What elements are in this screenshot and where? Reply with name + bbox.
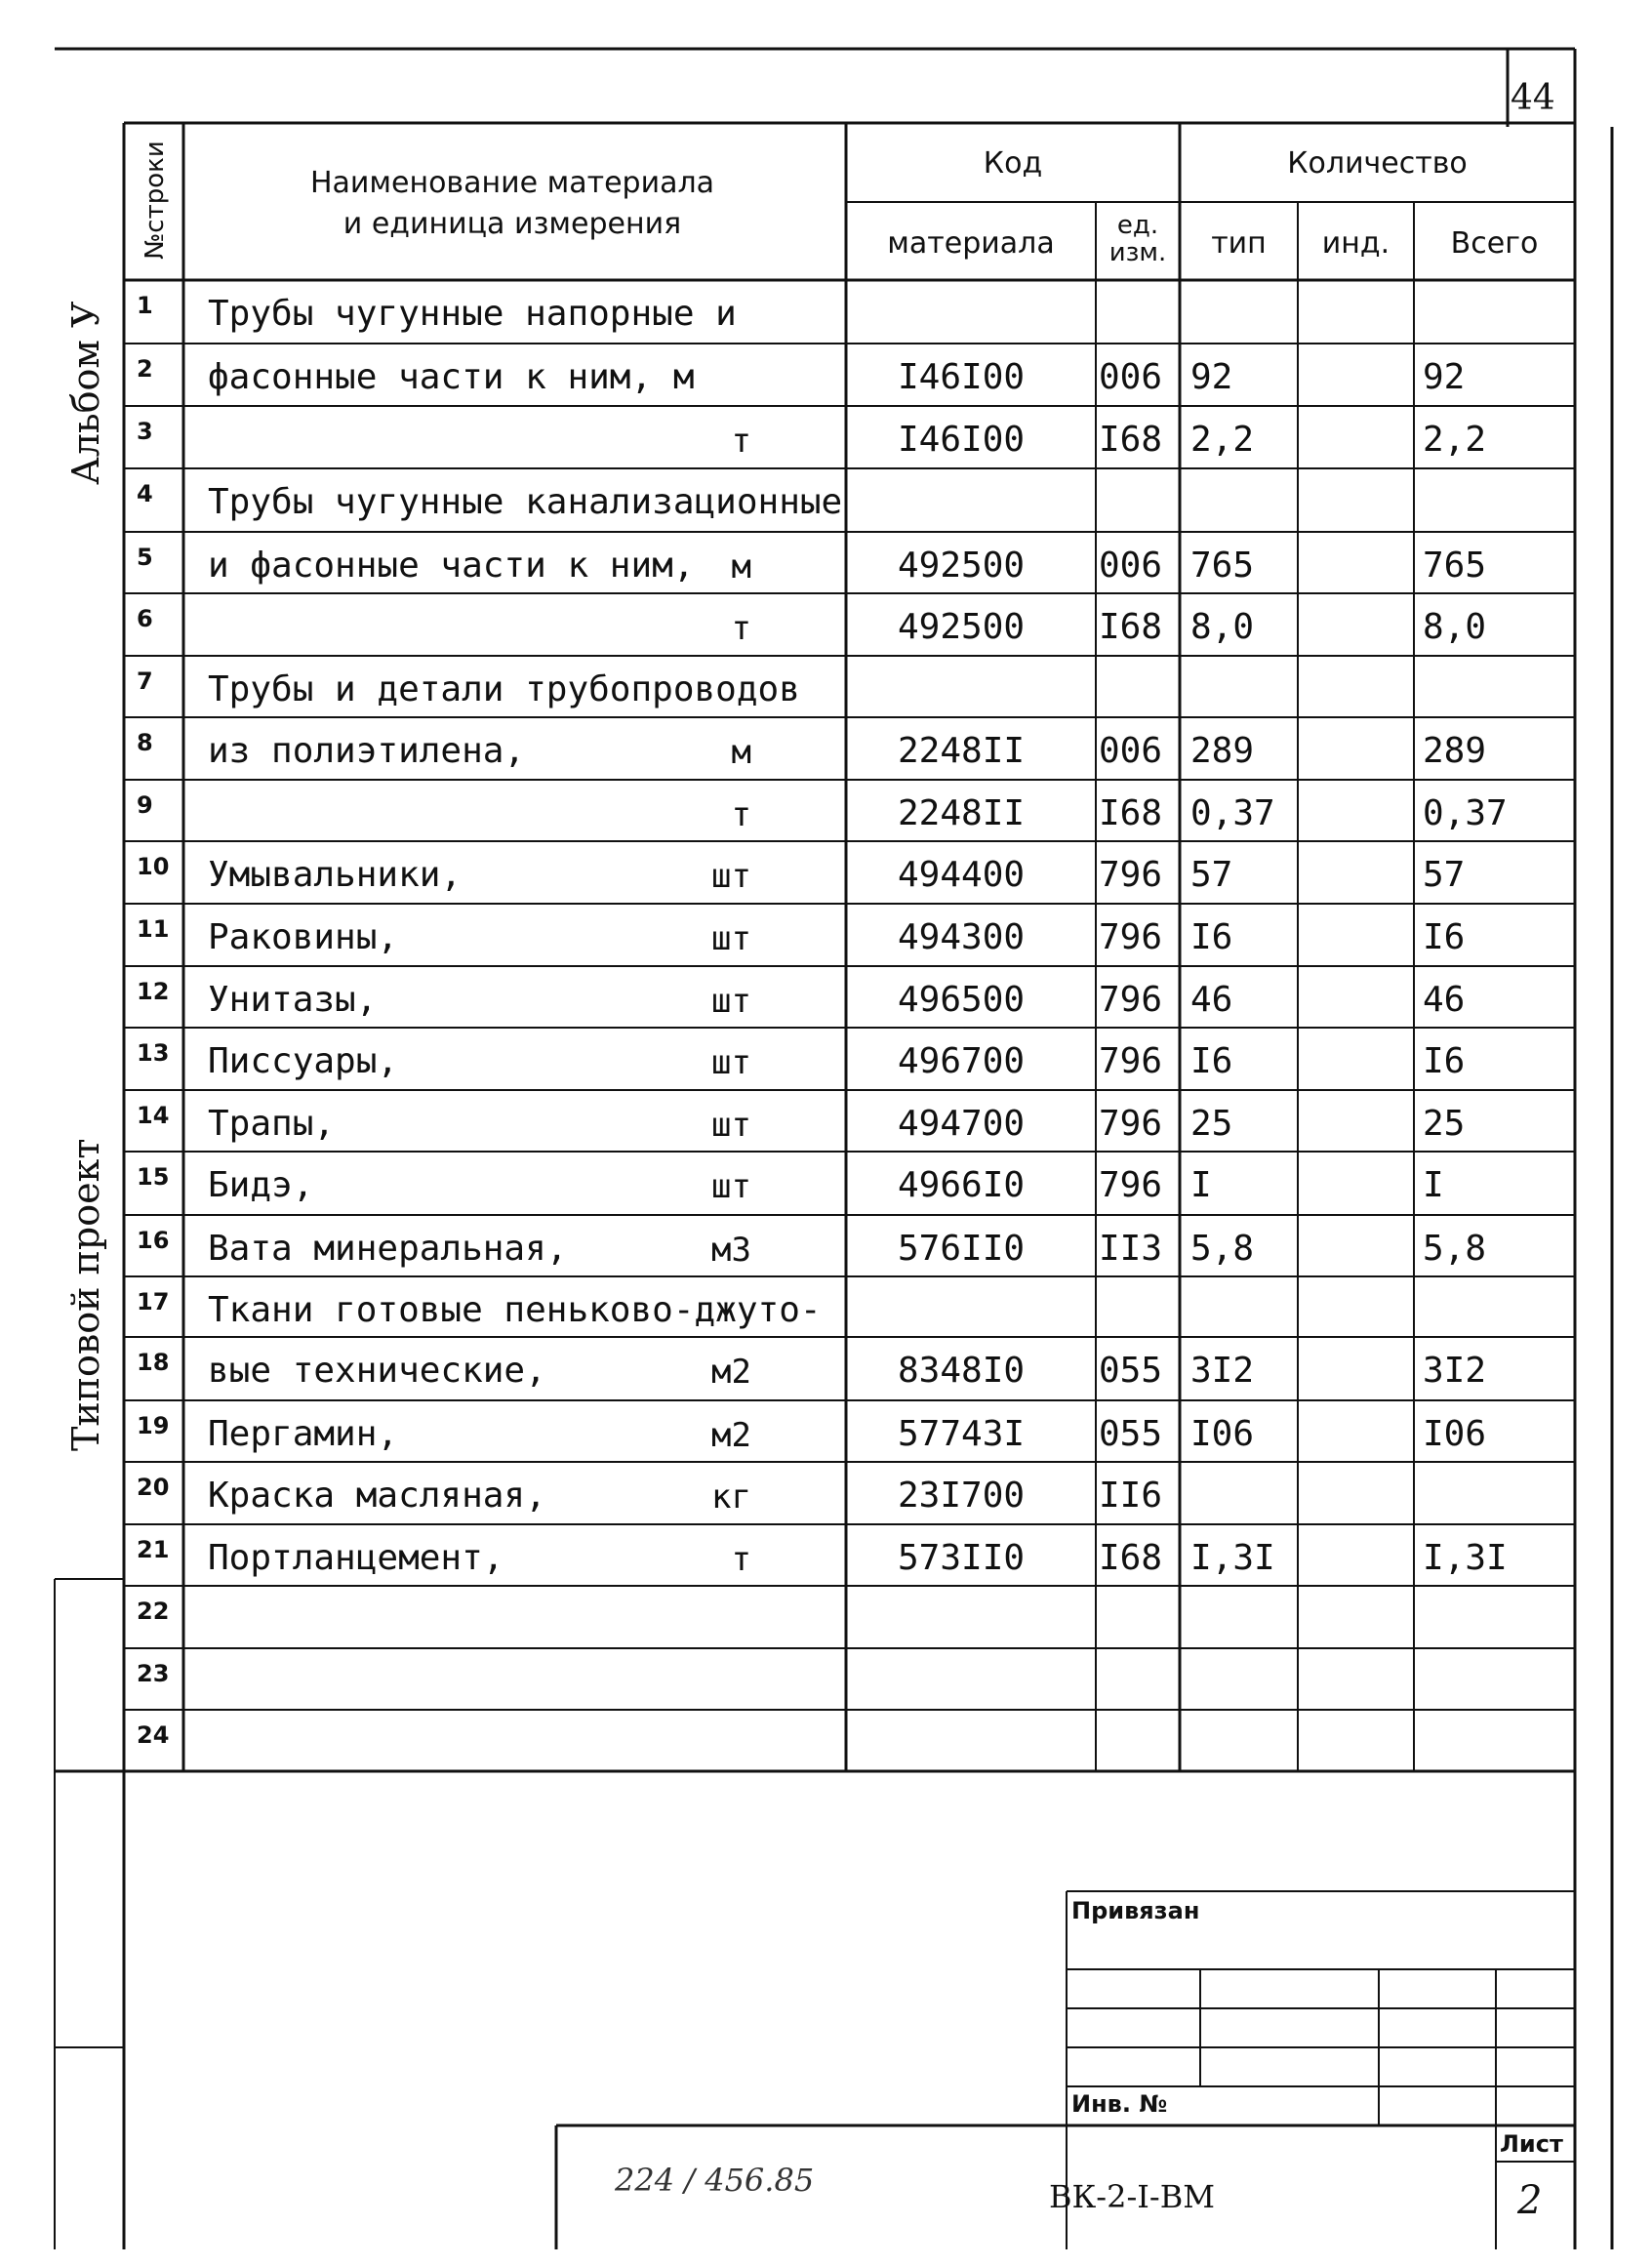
- quantity-typ: I6: [1190, 917, 1233, 957]
- quantity-typ: 0,37: [1190, 793, 1275, 833]
- material-code: 576II0: [898, 1229, 1026, 1269]
- material-code: 57743I: [898, 1414, 1026, 1454]
- material-unit: м: [731, 733, 751, 772]
- row-number: 16: [137, 1227, 170, 1254]
- unit-code: 055: [1099, 1351, 1163, 1391]
- row-number: 5: [137, 544, 153, 571]
- material-unit: м3: [711, 1231, 751, 1270]
- row-number-header: №строки: [141, 141, 170, 260]
- row-number: 8: [137, 729, 153, 756]
- material-name: фасонные части к ним, м: [208, 357, 695, 397]
- quantity-typ: 765: [1190, 546, 1255, 586]
- row-number: 17: [137, 1288, 170, 1315]
- material-code: 492500: [898, 546, 1026, 586]
- material-code: 4966I0: [898, 1165, 1026, 1205]
- row-number: 12: [137, 978, 170, 1005]
- material-name: Трапы,: [208, 1104, 336, 1144]
- row-number: 10: [137, 853, 170, 880]
- sheet-number: 2: [1517, 2178, 1543, 2223]
- row-number: 22: [137, 1598, 170, 1625]
- row-number: 2: [137, 355, 153, 383]
- material-name: из полиэтилена,: [208, 731, 526, 771]
- material-name: Трубы и детали трубопроводов: [208, 669, 800, 709]
- name-header-line2: и единица измерения: [342, 207, 682, 241]
- material-name: Портланцемент,: [208, 1538, 504, 1578]
- material-unit: шт: [711, 857, 751, 896]
- quantity-typ: I06: [1190, 1414, 1255, 1454]
- unit-code: 796: [1099, 917, 1163, 957]
- row-number: 24: [137, 1721, 170, 1749]
- unit-code: 796: [1099, 1041, 1163, 1081]
- quantity-total: 765: [1423, 546, 1487, 586]
- quantity-total: 5,8: [1423, 1229, 1487, 1269]
- album-label: Альбом У: [64, 301, 107, 485]
- row-number: 11: [137, 915, 170, 943]
- material-name: Пергамин,: [208, 1414, 399, 1454]
- unit-code: II6: [1099, 1476, 1163, 1516]
- quantity-total: 0,37: [1423, 793, 1508, 833]
- quantity-total: I6: [1423, 917, 1466, 957]
- quantity-typ: 57: [1190, 855, 1233, 895]
- quantity-total: 289: [1423, 731, 1487, 771]
- quantity-total: I6: [1423, 1041, 1466, 1081]
- quantity-total: 2,2: [1423, 420, 1487, 460]
- privyazan-label: Привязан: [1071, 1897, 1200, 1924]
- row-number: 9: [137, 791, 153, 819]
- material-name: Унитазы,: [208, 980, 378, 1020]
- material-code: 494300: [898, 917, 1026, 957]
- material-code: 2248II: [898, 731, 1026, 771]
- unit-code: 796: [1099, 1104, 1163, 1144]
- material-name: вые технические,: [208, 1351, 546, 1391]
- material-code: I46I00: [898, 357, 1026, 397]
- material-code: 496700: [898, 1041, 1026, 1081]
- unit-code: 796: [1099, 1165, 1163, 1205]
- quantity-typ: I: [1190, 1165, 1212, 1205]
- quantity-typ: 289: [1190, 731, 1255, 771]
- quantity-total: 46: [1423, 980, 1466, 1020]
- material-code: 8348I0: [898, 1351, 1026, 1391]
- document-code: ВК-2-I-ВМ: [1049, 2178, 1215, 2215]
- name-header-line1: Наименование материала: [309, 166, 715, 200]
- material-header: материала: [887, 226, 1055, 261]
- page-number: 44: [1511, 78, 1555, 118]
- material-code: 496500: [898, 980, 1026, 1020]
- ind-header: инд.: [1321, 226, 1390, 261]
- unit-code: 006: [1099, 731, 1163, 771]
- material-name: и фасонные части к ним,: [208, 546, 695, 586]
- row-number: 18: [137, 1349, 170, 1376]
- quantity-total: I06: [1423, 1414, 1487, 1454]
- material-code: 2248II: [898, 793, 1026, 833]
- sheet-label: Лист: [1500, 2130, 1563, 2158]
- material-name: Ткани готовые пеньково-джуто-: [208, 1290, 822, 1330]
- unit-code: 055: [1099, 1414, 1163, 1454]
- row-number: 20: [137, 1474, 170, 1501]
- quantity-total: 92: [1423, 357, 1466, 397]
- material-name: Раковины,: [208, 917, 399, 957]
- material-name: Краска масляная,: [208, 1476, 546, 1516]
- handwritten-number: 224 / 456.85: [615, 2162, 815, 2199]
- row-number: 23: [137, 1660, 170, 1687]
- material-code: 494700: [898, 1104, 1026, 1144]
- quantity-typ: 46: [1190, 980, 1233, 1020]
- material-unit: шт: [711, 1106, 751, 1145]
- code-header: Код: [983, 146, 1043, 181]
- quantity-header: Количество: [1287, 146, 1468, 181]
- material-code: 492500: [898, 607, 1026, 647]
- unit-code: I68: [1099, 607, 1163, 647]
- row-number: 19: [137, 1412, 170, 1439]
- material-unit: шт: [711, 1167, 751, 1206]
- material-unit: м: [731, 547, 751, 587]
- total-header: Всего: [1450, 226, 1539, 261]
- material-unit: м2: [711, 1353, 751, 1392]
- unit-code: 006: [1099, 357, 1163, 397]
- row-number: 14: [137, 1102, 170, 1129]
- material-name: Вата минеральная,: [208, 1229, 568, 1269]
- row-number: 7: [137, 668, 153, 695]
- row-number: 13: [137, 1039, 170, 1067]
- material-unit: кг: [711, 1477, 751, 1517]
- quantity-total: I,3I: [1423, 1538, 1508, 1578]
- unit-header-line1: ед.: [1116, 211, 1159, 240]
- row-number: 15: [137, 1163, 170, 1191]
- material-name: Трубы чугунные напорные и: [208, 294, 737, 334]
- material-name: Бидэ,: [208, 1165, 314, 1205]
- material-unit: т: [731, 795, 751, 834]
- unit-header-line2: изм.: [1108, 238, 1167, 267]
- quantity-typ: 2,2: [1190, 420, 1255, 460]
- quantity-total: 3I2: [1423, 1351, 1487, 1391]
- unit-code: I68: [1099, 793, 1163, 833]
- material-unit: т: [731, 609, 751, 648]
- material-name: Писсуары,: [208, 1041, 399, 1081]
- material-unit: м2: [711, 1416, 751, 1455]
- material-name: Трубы чугунные канализационные: [208, 482, 843, 522]
- quantity-total: 57: [1423, 855, 1466, 895]
- row-number: 4: [137, 480, 153, 507]
- material-code: 494400: [898, 855, 1026, 895]
- quantity-total: I: [1423, 1165, 1444, 1205]
- inventory-number-label: Инв. №: [1071, 2090, 1168, 2118]
- quantity-typ: 25: [1190, 1104, 1233, 1144]
- quantity-total: 8,0: [1423, 607, 1487, 647]
- quantity-typ: 92: [1190, 357, 1233, 397]
- material-code: 573II0: [898, 1538, 1026, 1578]
- row-number: 3: [137, 418, 153, 445]
- unit-code: 796: [1099, 980, 1163, 1020]
- quantity-typ: I6: [1190, 1041, 1233, 1081]
- quantity-typ: 5,8: [1190, 1229, 1255, 1269]
- material-unit: шт: [711, 919, 751, 958]
- quantity-typ: I,3I: [1190, 1538, 1275, 1578]
- project-label: Типовой проект: [64, 1138, 107, 1451]
- material-unit: т: [731, 1540, 751, 1579]
- quantity-typ: 8,0: [1190, 607, 1255, 647]
- material-unit: т: [731, 422, 751, 461]
- quantity-typ: 3I2: [1190, 1351, 1255, 1391]
- unit-code: 796: [1099, 855, 1163, 895]
- material-name: Умывальники,: [208, 855, 463, 895]
- material-code: 23I700: [898, 1476, 1026, 1516]
- unit-code: I68: [1099, 420, 1163, 460]
- row-number: 21: [137, 1536, 170, 1563]
- typ-header: тип: [1211, 226, 1267, 261]
- unit-code: I68: [1099, 1538, 1163, 1578]
- material-unit: шт: [711, 982, 751, 1021]
- row-number: 6: [137, 605, 153, 632]
- material-unit: шт: [711, 1043, 751, 1082]
- row-number: 1: [137, 292, 153, 319]
- quantity-total: 25: [1423, 1104, 1466, 1144]
- unit-code: 006: [1099, 546, 1163, 586]
- material-code: I46I00: [898, 420, 1026, 460]
- unit-code: II3: [1099, 1229, 1163, 1269]
